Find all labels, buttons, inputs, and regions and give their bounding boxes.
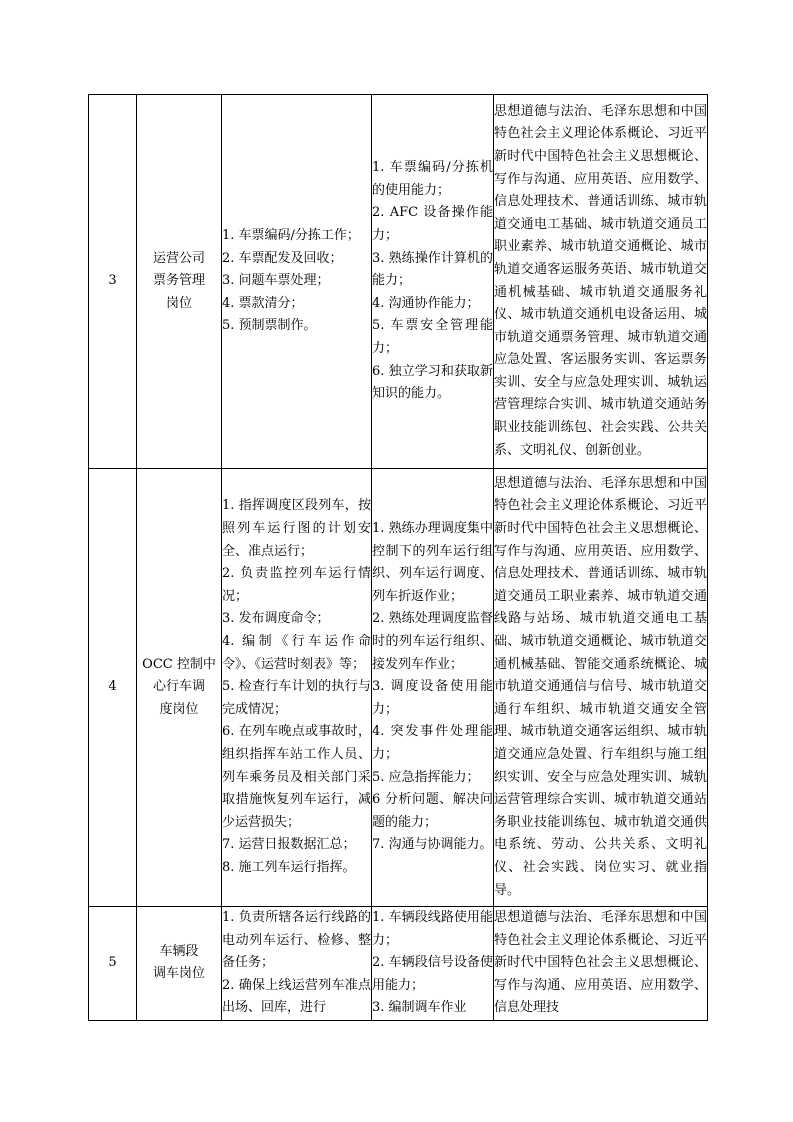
post-name: 运营公司 票务管理 岗位 [137, 95, 222, 469]
job-duties: 1. 负责所辖各运行线路的电动列车运行、检修、整备任务； 2. 确保上线运营列车准点出场、回库，进行 [222, 907, 372, 1021]
job-abilities: 1. 车票编码/分拣机的使用能力； 2. AFC 设备操作能力； 3. 熟练操作计算机的能力； 4. 沟通协作能力； 5. 车票安全管理能力； 6. 独立学习和获取新知识的能力。 [372, 95, 494, 469]
job-duties: 1. 指挥调度区段列车，按照列车运行图的计划安全、准点运行； 2. 负责监控列车运行情况； 3. 发布调度命令； 4. 编制《行车运作命令》、《运营时刻表》等； 5. 检查行车计划的执行与完成情况； 6. 在列车晚点或事故时，组织指挥车站工作人员、列车乘务员及相关部门采取措施恢复列车运行，减少运营损失； 7. 运营日报数据汇总； 8. 施工列车运行指挥。 [222, 469, 372, 907]
supporting-courses: 思想道德与法治、毛泽东思想和中国特色社会主义理论体系概论、习近平新时代中国特色社会主义思想概论、写作与沟通、应用英语、应用数学、信息处理技术、普通话训练、城市轨道交通员工职业素养、城市轨道交通线路与站场、城市轨道交通电工基础、城市轨道交通概论、城市轨道交通机械基础、智能交通系统概论、城市轨道交通通信与信号、城市轨道交通行车组织、城市轨道交通安全管理、城市轨道交通客运组织、城市轨道交通应急处置、行车组织与施工组织实训、安全与应急处理实训、城轨运营管理综合实训、城市轨道交通站务职业技能训练包、城市轨道交通供电系统、劳动、公共关系、文明礼仪、社会实践、岗位实习、就业指导。 [494, 469, 708, 907]
job-duties: 1. 车票编码/分拣工作； 2. 车票配发及回收； 3. 问题车票处理； 4. 票款清分； 5. 预制票制作。 [222, 95, 372, 469]
row-number: 4 [89, 469, 137, 907]
table-row [89, 469, 708, 907]
job-abilities: 1. 车辆段线路使用能力； 2. 车辆段信号设备使用能力； 3. 编制调车作业 [372, 907, 494, 1021]
table-row [89, 907, 708, 1021]
post-name: 车辆段 调车岗位 [137, 907, 222, 1021]
supporting-courses: 思想道德与法治、毛泽东思想和中国特色社会主义理论体系概论、习近平新时代中国特色社会主义思想概论、写作与沟通、应用英语、应用数学、信息处理技术、普通话训练、城市轨道交通电工基础、城市轨道交通员工职业素养、城市轨道交通概论、城市轨道交通客运服务英语、城市轨道交通机械基础、城市轨道交通服务礼仪、城市轨道交通机电设备运用、城市轨道交通票务管理、城市轨道交通应急处置、客运服务实训、客运票务实训、安全与应急处理实训、城轨运营管理综合实训、城市轨道交通站务职业技能训练包、社会实践、公共关系、文明礼仪、创新创业。 [494, 95, 708, 469]
table-row [89, 95, 708, 469]
job-ability-course-table [88, 94, 708, 1021]
row-number: 5 [89, 907, 137, 1021]
post-name: OCC 控制中 心行车调 度岗位 [137, 469, 222, 907]
row-number: 3 [89, 95, 137, 469]
job-abilities: 1. 熟练办理调度集中控制下的列车运行组织、列车运行调度、列车折返作业； 2. 熟练处理调度监督时的列车运行组织、接发列车作业； 3. 调度设备使用能力； 4. 突发事件处理能力； 5. 应急指挥能力； 6 分析问题、解决问题的能力； 7. 沟通与协调能力。 [372, 469, 494, 907]
supporting-courses: 思想道德与法治、毛泽东思想和中国特色社会主义理论体系概论、习近平新时代中国特色社会主义思想概论、写作与沟通、应用英语、应用数学、信息处理技 [494, 907, 708, 1021]
